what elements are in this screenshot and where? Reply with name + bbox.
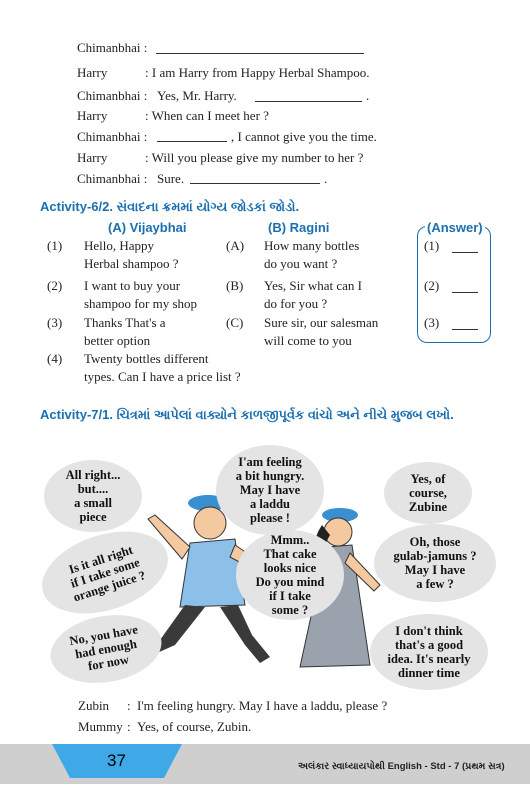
dialogue-speaker: Harry xyxy=(77,65,108,80)
page-number: 37 xyxy=(107,751,126,770)
example-sep: : xyxy=(127,719,131,734)
col-a-item xyxy=(84,350,241,386)
dialogue-blank[interactable] xyxy=(156,52,364,54)
col-b-letter: (A) xyxy=(226,238,245,253)
dialogue-speaker: Harry xyxy=(77,150,108,165)
dialogue-blank[interactable] xyxy=(190,182,320,184)
dialogue-line: : When can I meet her ? xyxy=(145,108,269,123)
col-a-line: Twenty bottles different xyxy=(84,351,209,366)
book-title: અલંકાર સ્વાધ્યાયપોથી English - Std - 7 (પ્રથમ સત્ર) xyxy=(298,761,505,772)
dialogue-tail: . xyxy=(366,88,370,103)
dialogue-line: , I cannot give you the time. xyxy=(231,129,377,144)
dialogue-blank[interactable] xyxy=(255,100,362,102)
col-a-number: (1) xyxy=(47,238,63,253)
answer-number: (2) xyxy=(424,278,440,293)
dialogue-line: Sure. xyxy=(157,171,185,186)
column-b-heading: (B) Ragini xyxy=(268,220,330,235)
speech-bubble-all-right: All right... but.... a small piece xyxy=(44,460,142,532)
speech-bubble-orange-juice: Is it all right if I take some orange juice ? xyxy=(32,517,179,629)
dialogue-blank[interactable] xyxy=(157,140,227,142)
example-speaker: Zubin xyxy=(78,698,110,713)
answer-heading: (Answer) xyxy=(427,220,483,235)
column-a-heading: (A) Vijaybhai xyxy=(108,220,187,235)
col-b-item xyxy=(264,314,378,350)
example-line: Yes, of course, Zubin. xyxy=(137,719,252,734)
col-a-line: I want to buy your xyxy=(84,278,181,293)
col-a-item xyxy=(84,277,197,313)
col-b-line: Yes, Sir what can I xyxy=(264,278,362,293)
dialogue-speaker: Chimanbhai : xyxy=(77,129,148,144)
col-a-number: (2) xyxy=(47,278,63,293)
dialogue-speaker: Chimanbhai : xyxy=(77,171,148,186)
col-b-line: Sure sir, our salesman xyxy=(264,315,379,330)
col-a-line: Thanks That's a xyxy=(84,315,166,330)
dialogue-line: : I am Harry from Happy Herbal Shampoo. xyxy=(145,65,370,80)
col-a-line: better option xyxy=(84,333,151,348)
col-b-item xyxy=(264,237,359,273)
dialogue-line: Yes, Mr. Harry. xyxy=(157,88,237,103)
col-b-letter: (B) xyxy=(226,278,244,293)
col-b-line: How many bottles xyxy=(264,238,360,253)
answer-blank[interactable] xyxy=(452,291,478,293)
speech-bubble-cake: Mmm.. That cake looks nice Do you mind if I take some ? xyxy=(236,530,344,620)
col-a-line: types. Can I have a price list ? xyxy=(84,369,241,384)
answer-blank[interactable] xyxy=(452,251,478,253)
speech-bubble-dinner-time: I don't think that's a good idea. It's nearly dinner time xyxy=(370,614,488,690)
example-sep: : xyxy=(127,698,131,713)
example-line: I'm feeling hungry. May I have a laddu, please ? xyxy=(137,698,388,713)
col-b-line: do you want ? xyxy=(264,256,338,271)
speech-bubble-had-enough: No, you have had enough for now xyxy=(45,607,167,691)
col-a-number: (3) xyxy=(47,315,63,330)
dialogue-speaker: Chimanbhai : xyxy=(77,88,148,103)
col-a-line: Herbal shampoo ? xyxy=(84,256,179,271)
dialogue-tail: . xyxy=(324,171,328,186)
col-b-line: do for you ? xyxy=(264,296,328,311)
col-a-number: (4) xyxy=(47,351,63,366)
col-b-item xyxy=(264,277,362,313)
col-a-item xyxy=(84,314,166,350)
activity-6-title: Activity-6/2. સંવાદના ક્રમમાં યોગ્ય જોડકાં જોડો. xyxy=(40,199,300,214)
speech-bubble-gulab-jamuns: Oh, those gulab-jamuns ? May I have a few ? xyxy=(374,524,496,602)
col-a-item xyxy=(84,237,179,273)
dialogue-line: : Will you please give my number to her ? xyxy=(145,150,364,165)
speech-bubble-hungry: I'am feeling a bit hungry. May I have a laddu please ! xyxy=(216,445,324,535)
answer-blank[interactable] xyxy=(452,328,478,330)
col-a-line: Hello, Happy xyxy=(84,238,155,253)
example-speaker: Mummy xyxy=(78,719,123,734)
answer-number: (3) xyxy=(424,315,440,330)
dialogue-speaker: Harry xyxy=(77,108,108,123)
speech-bubble-yes-of-course: Yes, of course, Zubine xyxy=(384,462,472,524)
col-a-line: shampoo for my shop xyxy=(84,296,198,311)
col-b-line: will come to you xyxy=(264,333,352,348)
activity-7-title: Activity-7/1. ચિત્રમાં આપેલાં વાક્યોને કાળજીપૂર્વક વાંચો અને નીચે મુજબ લખો. xyxy=(40,407,454,422)
col-b-letter: (C) xyxy=(226,315,244,330)
answer-number: (1) xyxy=(424,238,440,253)
dialogue-speaker: Chimanbhai : xyxy=(77,40,148,55)
